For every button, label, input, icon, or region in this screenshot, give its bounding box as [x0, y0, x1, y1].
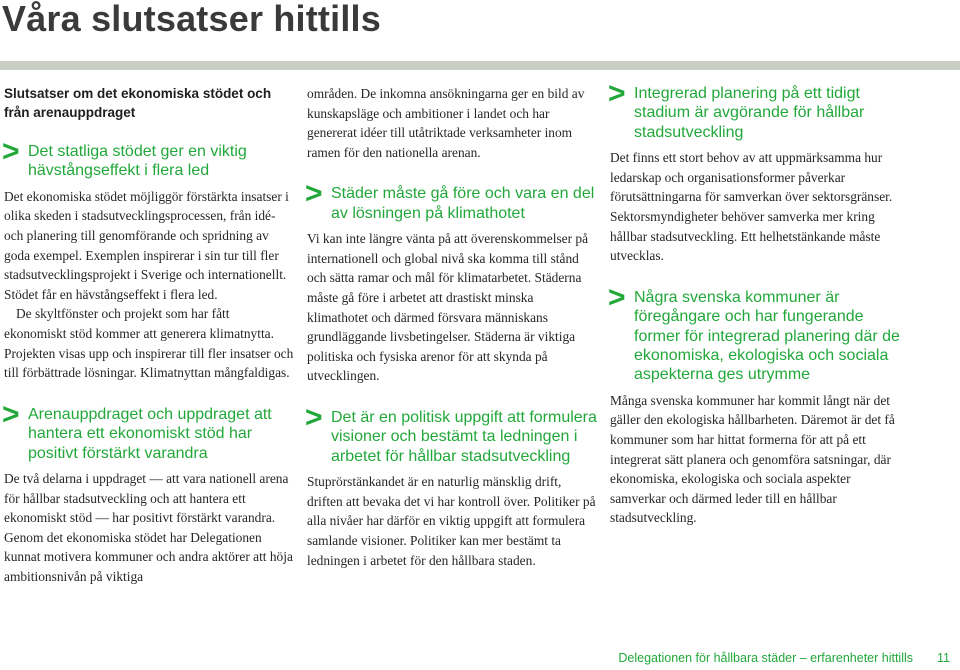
body-paragraph: Stuprörstänkandet är en naturlig mänsklig drift, driften att bevaka det vi har kontroll över. Politiker på alla nivåer har därför en viktig uppgift att formulera samlande visioner. Politiker kan mer bestämt ta ledningen i arbetet för den hållbara staden.: [307, 474, 596, 568]
heading-text: Några svenska kommuner är föregångare och har fungerande former för integrerad planering där de ekonomiska, ekologiska och sociala aspekterna ges utrymme: [634, 288, 900, 384]
footer-text: Delegationen för hållbara städer – erfarenheter hittills: [618, 651, 914, 665]
heading-text: Städer måste gå före och vara en del av lösningen på klimathotet: [331, 185, 595, 222]
green-arrow-icon: >: [305, 177, 323, 211]
body-paragraph: Det ekonomiska stödet möjliggör förstärkta insatser i olika skeden i stadsutvecklingsprocessen, från idé- och planering till genomförande och spridning av goda exempel. Exemplen inspirerar i sin tur till fler stadsutvecklingsprojekt i Sverige och internationellt. Stödet får en hävstångseffekt i flera led.: [4, 188, 289, 302]
green-arrow-icon: >: [608, 77, 626, 110]
page-footer: [618, 651, 950, 665]
conclusion-heading: [608, 280, 905, 385]
body-paragraph: De två delarna i uppdraget — att vara nationell arena för hållbar stadsutveckling och att hantera ett ekonomiskt stöd — har positivt förstärkt varandra. Genom det ekonomiska stödet har Delegationen kunnat motivera kommuner och andra aktörer att höja ambitionsnivån på viktiga: [4, 470, 293, 584]
body-paragraph: Många svenska kommuner har kommit långt när det gäller den ekologiska hållbarheten. Däremot är det få kommuner som har hittat formerna för att på ett integrerat sätt planera och genomföra satsningar, där ekonomiska, ekologiska och sociala aspekter samverkar och därmed leder till en hållbar stadsutveckling.: [610, 392, 895, 526]
section-title: Slutsatser om det ekonomiska stödet och från arenauppdraget: [4, 86, 272, 120]
green-arrow-icon: >: [305, 400, 323, 434]
heading-text: Arenauppdraget och uppdraget att hantera ett ekonomiskt stöd har positivt förstärkt varandra: [28, 405, 272, 462]
heading-text: Det statliga stödet ger en viktig hävstångseffekt i flera led: [28, 143, 247, 180]
conclusion-heading: [305, 177, 597, 223]
page-title: Våra slutsatser hittills: [2, 0, 381, 39]
column-1: [4, 84, 294, 587]
heading-text: Det är en politisk uppgift att formulera visioner och bestämt ta ledningen i arbetet för hållbar stadsutveckling: [331, 408, 597, 465]
green-arrow-icon: >: [2, 135, 20, 168]
conclusion-heading: [305, 400, 597, 466]
conclusion-heading: [2, 135, 294, 181]
conclusion-heading: [2, 397, 294, 463]
green-arrow-icon: >: [2, 397, 20, 431]
column-2: [307, 84, 597, 570]
body-paragraph: Vi kan inte längre vänta på att överenskommelser på internationell och global nivå ska komma till stånd och sätta ramar och mål för klimatarbetet. Städerna måste gå före i arbetet att drastiskt minska klimathotet och därmed försvara människans grundläggande livsbetingelser. Städerna är viktiga politiska och fysiska arenor för att skynda på utvecklingen.: [307, 231, 589, 384]
green-arrow-icon: >: [608, 280, 626, 314]
conclusion-heading: [608, 77, 905, 142]
page-number: 11: [937, 651, 950, 665]
body-paragraph: områden. De inkomna ansökningarna ger en bild av kunskapsläge och ambitioner i landet och har genererat idéer till utåtriktade verksamheter inom ramen för den nationella arenan.: [307, 86, 585, 160]
body-paragraph: De skyltfönster och projekt som har fått ekonomiskt stöd kommer att generera klimatnytta. Projekten visas upp och inspirerar till fler insatser och till förbättrade lösningar. Klimatnyttan mångfaldigas.: [4, 306, 294, 381]
heading-text: Integrerad planering på ett tidigt stadium är avgörande för hållbar stadsutveckling: [634, 85, 865, 141]
body-paragraph: Det finns ett stort behov av att uppmärksamma hur ledarskap och organisationsformer påverkar förutsättningarna för samverkan över sektorsgränser. Sektorsmyndigheter behöver samverka mer kring hållbar stadsutveckling. Ett helhetstänkande måste utvecklas.: [610, 150, 893, 264]
title-divider-bar: [0, 61, 960, 70]
column-3: [608, 77, 905, 528]
